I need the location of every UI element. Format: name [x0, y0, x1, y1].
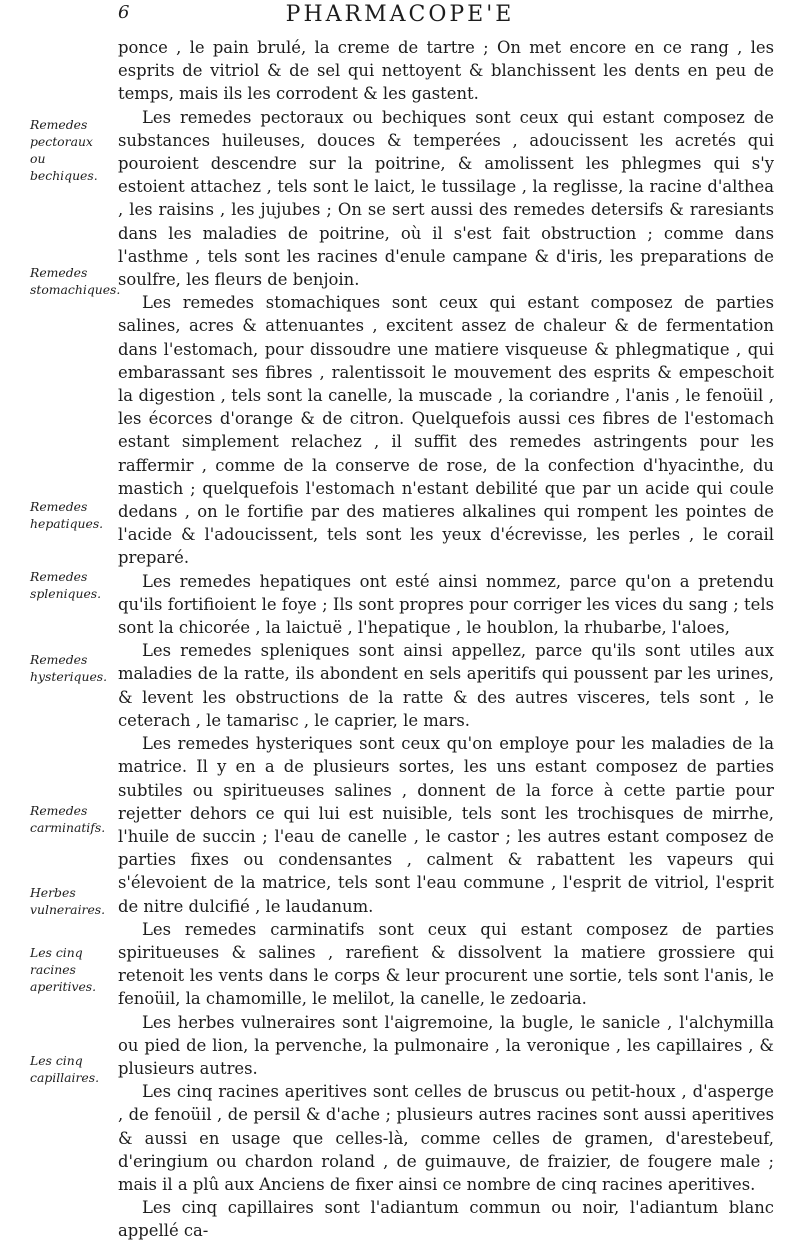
margin-note-capillaires: Les cinq capillaires. [30, 1053, 100, 1085]
paragraph-hepatiques: Les remedes hepatiques ont esté ainsi nommez, parce qu'on a pretendu qu'ils fortifioient le foye ; Ils sont propres pour corriger les vices du sang ; tels sont la chicorée , la laictuë , l'hepatique , le houblon, la rhubarbe, l'aloes, [118, 571, 774, 638]
running-title: PHARMACOPE'E [285, 2, 515, 27]
paragraph-stomachiques: Les remedes stomachiques sont ceux qui estant composez de parties salines, acres & attenuantes , excitent assez de chaleur & de fermentation dans l'estomach, pour dissoudre une matiere visqueuse & phlegmatique , qui embarassant ses fibres , ralentissoit le mouvement des esprits & empeschoit la digestion , tels sont la canelle, la muscade , la coriandre , l'anis , le fenoüil , les écorces d'orange & de citron. Quelquefois aussi ces fibres de l'estomach estant simplement relachez , il suffit des remedes astringents pour les raffermir , comme de la conserve de rose, de la confection d'hyacinthe, du mastich ; quelquefois l'estomach n'estant debilité que par un acide qui coule dedans , on le fortifie par des matieres alkalines qui rompent les pointes de l'acide & l'adoucissent, tels sont les yeux d'écrevisse, les perles , le corail preparé. [118, 293, 774, 568]
paragraph-hysteriques: Les remedes hysteriques sont ceux qu'on employe pour les maladies de la matrice. Il y en a de plusieurs sortes, les uns estant composez de parties subtiles ou spiritueuses salines , donnent de la force à cette partie pour rejetter dehors ce qui lui est nuisible, tels sont les trochisques de mirrhe, l'huile de succin ; l'eau de canelle , le castor ; les autres estant composez de parties fixes ou condensantes , calment & rabattent les vapeurs qui s'élevoient de la matrice, tels sont l'eau commune , l'esprit de vitriol, l'esprit de nitre dulcifié , le laudanum. [118, 734, 774, 916]
paragraph-racines: Les cinq racines aperitives sont celles de bruscus ou petit-houx , d'asperge , de fenoüil , de persil & d'ache ; plusieurs autres racines sont aussi aperitives & aussi en usage que celles-là, comme celles de gramen, d'arestebeuf, d'eringium ou chardon roland , de guimauve, de fraizier, de fougere male ; mais il a plû aux Anciens de fixer ainsi ce nombre de cinq racines aperitives. [118, 1082, 774, 1194]
paragraph-carminatifs: Les remedes carminatifs sont ceux qui estant composez de parties spiritueuses & salines , rarefient & dissolvent la matiere grossiere qui retenoit les vents dans le corps & leur procurent une sortie, tels sont l'anis, le fenoüil, la chamomille, le melilot, la canelle, le zedoaria. [118, 919, 774, 1009]
paragraph-capillaires: Les cinq capillaires sont l'adiantum commun ou noir, l'adiantum blanc appellé ca- [118, 1198, 774, 1241]
margin-note-pectoraux: Remedes pectoraux ou bechiques. [30, 117, 98, 183]
margin-note-vulneraires: Herbes vulneraires. [30, 885, 106, 917]
margin-note-stomachiques: Remedes stomachiques. [30, 265, 121, 297]
paragraph-vulneraires: Les herbes vulneraires sont l'aigremoine, la bugle, le sanicle , l'alchymilla ou pied de lion, la pervenche, la pulmonaire , la veronique , les capillaires , & plusieurs autres. [118, 1012, 774, 1078]
page-number: 6 [118, 2, 130, 23]
paragraph-pectoraux: Les remedes pectoraux ou bechiques sont ceux qui estant composez de substances huileuses, douces & temperées , adoucissent les acretés qui pouroient descendre sur la poitrine, & amolissent les phlegmes qui s'y estoient attachez , tels sont le laict, le tussilage , la reglisse, la racine d'althea , les raisins , les jujubes ; On se sert aussi des remedes detersifs & raresiants dans les maladies de poitrine, où il s'est fait obstruction ; comme dans l'asthme , tels sont les racines d'enule campane & d'iris, les preparations de soulfre, les fleurs de benjoin. [118, 107, 774, 290]
margin-note-racines: Les cinq racines aperitives. [30, 945, 97, 994]
paragraph-spleniques: Les remedes spleniques sont ainsi appellez, parce qu'ils sont utiles aux maladies de la ratte, ils abondent en sels aperitifs qui poussent par les urines, & levent les obstructions de la ratte & des autres visceres, tels sont , le ceterach , le tamarisc , le caprier, le mars. [118, 641, 774, 730]
margin-note-carminatifs: Remedes carminatifs. [30, 803, 106, 835]
paragraph-continued: ponce , le pain brulé, la creme de tartre ; On met encore en ce rang , les esprits de vitriol & de sel qui nettoyent & blanchissent les dents en peu de temps, mais ils les corrodent & les gastent. [118, 38, 774, 104]
margin-note-hepatiques: Remedes hepatiques. [30, 499, 104, 531]
margin-note-hysteriques: Remedes hysteriques. [30, 652, 108, 684]
margin-note-spleniques: Remedes spleniques. [30, 569, 102, 601]
body-text [118, 36, 774, 1243]
